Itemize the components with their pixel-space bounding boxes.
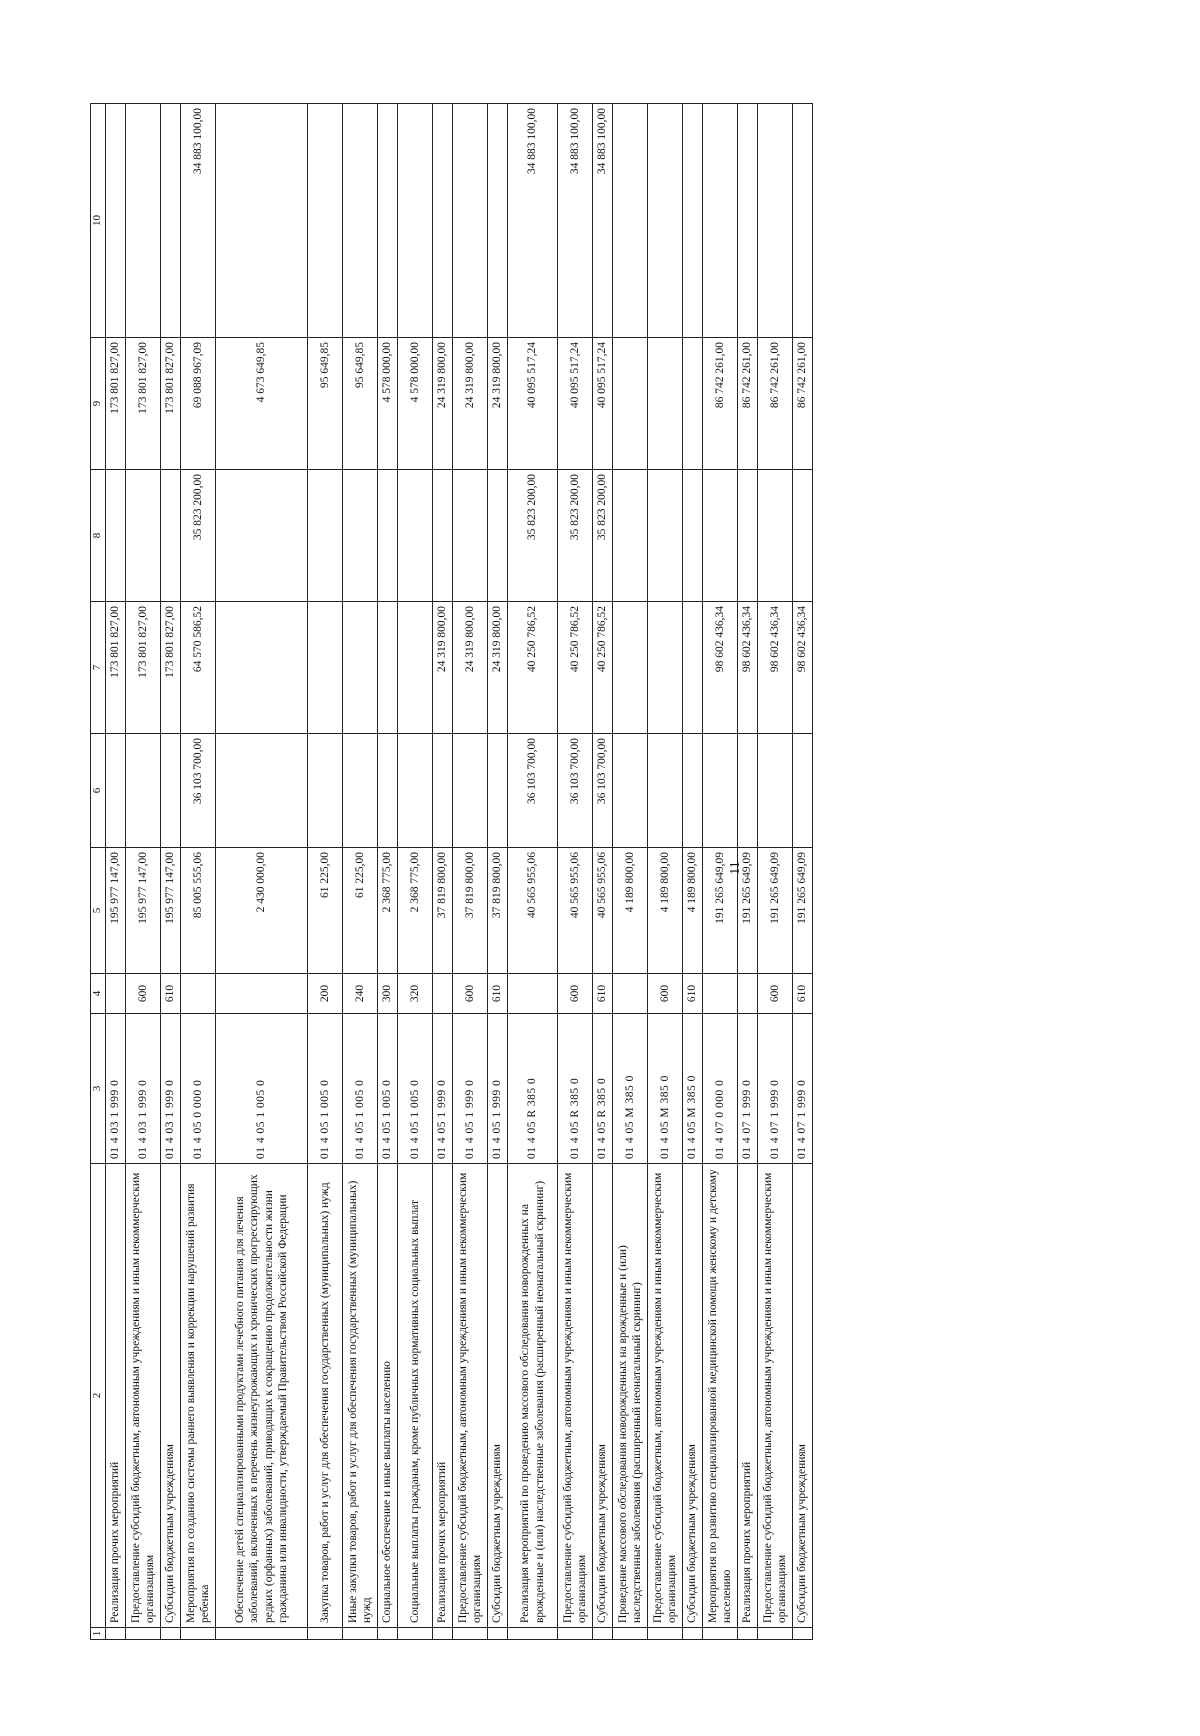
amount-col-8: 35 823 200,00	[508, 470, 558, 602]
table-row	[683, 104, 703, 1640]
description-cell: Реализация прочих мероприятий	[433, 1164, 453, 1628]
table-row	[703, 104, 738, 1640]
amount-col-8	[398, 470, 433, 602]
row-index-cell	[683, 1628, 703, 1640]
amount-col-7: 98 602 436,34	[758, 602, 793, 734]
amount-col-5: 61 225,00	[308, 848, 343, 974]
amount-col-8	[758, 470, 793, 602]
page-number: 11	[728, 861, 743, 875]
description-cell: Субсидии бюджетным учреждениям	[488, 1164, 508, 1628]
description-cell: Мероприятия по развитию специализированной медицинской помощи женскому и детскому населению	[703, 1164, 738, 1628]
column-number: 10	[91, 104, 106, 338]
amount-col-7: 98 602 436,34	[738, 602, 758, 734]
budget-code-cell: 01 4 05 1 005 0	[216, 1014, 308, 1164]
row-index-cell	[433, 1628, 453, 1640]
expense-type-cell	[613, 974, 648, 1014]
budget-code-cell: 01 4 05 1 005 0	[343, 1014, 378, 1164]
amount-col-5: 61 225,00	[343, 848, 378, 974]
amount-col-9	[683, 338, 703, 470]
amount-col-7: 98 602 436,34	[793, 602, 813, 734]
budget-code-cell: 01 4 05 R 385 0	[593, 1014, 613, 1164]
amount-col-7: 98 602 436,34	[703, 602, 738, 734]
amount-col-10: 34 883 100,00	[181, 104, 216, 338]
column-number: 8	[91, 470, 106, 602]
row-index-cell	[126, 1628, 161, 1640]
budget-code-cell: 01 4 07 0 000 0	[703, 1014, 738, 1164]
budget-code-cell: 01 4 05 R 385 0	[558, 1014, 593, 1164]
budget-code-cell: 01 4 03 1 999 0	[161, 1014, 181, 1164]
amount-col-5: 2 368 775,00	[378, 848, 398, 974]
amount-col-8: 35 823 200,00	[181, 470, 216, 602]
amount-col-5: 40 565 955,06	[508, 848, 558, 974]
row-index-cell	[703, 1628, 738, 1640]
table-row	[613, 104, 648, 1640]
row-index-cell	[793, 1628, 813, 1640]
description-cell: Субсидии бюджетным учреждениям	[161, 1164, 181, 1628]
expense-type-cell: 200	[308, 974, 343, 1014]
table-row	[758, 104, 793, 1640]
amount-col-9: 95 649,85	[343, 338, 378, 470]
budget-code-cell: 01 4 03 1 999 0	[126, 1014, 161, 1164]
description-cell: Предоставление субсидий бюджетным, автономным учреждениям и иным некоммерческим организациям	[758, 1164, 793, 1628]
amount-col-8	[648, 470, 683, 602]
amount-col-10	[488, 104, 508, 338]
table-row	[378, 104, 398, 1640]
amount-col-10	[216, 104, 308, 338]
row-index-cell	[558, 1628, 593, 1640]
amount-col-5: 191 265 649,09	[703, 848, 738, 974]
expense-type-cell: 610	[683, 974, 703, 1014]
row-index-cell	[613, 1628, 648, 1640]
amount-col-8	[343, 470, 378, 602]
amount-col-9: 24 319 800,00	[433, 338, 453, 470]
table-row	[106, 104, 126, 1640]
row-index-cell	[106, 1628, 126, 1640]
amount-col-6: 36 103 700,00	[181, 734, 216, 848]
budget-code-cell: 01 4 05 R 385 0	[508, 1014, 558, 1164]
description-cell: Социальное обеспечение и иные выплаты населению	[378, 1164, 398, 1628]
description-cell: Обеспечение детей специализированными продуктами лечебного питания для лечения заболеваний, включенных в перечень жизнеугрожающих и хронических прогрессирующих редких (орфанных) заболеваний, приводящих к сокращению продолжительности жизни гражданина или инвалидности, утверждаемый Правительством Российской Федерации	[216, 1164, 308, 1628]
amount-col-5: 4 189 800,00	[648, 848, 683, 974]
description-cell: Реализация прочих мероприятий	[738, 1164, 758, 1628]
amount-col-6	[106, 734, 126, 848]
amount-col-6	[343, 734, 378, 848]
expense-type-cell	[216, 974, 308, 1014]
amount-col-8	[126, 470, 161, 602]
table-row	[398, 104, 433, 1640]
budget-code-cell: 01 4 07 1 999 0	[738, 1014, 758, 1164]
description-cell: Проведение массового обследования новорожденных на врожденные и (или) наследственные заболевания (расширенный неонатальный скрининг)	[613, 1164, 648, 1628]
row-index-cell	[161, 1628, 181, 1640]
amount-col-9: 40 095 517,24	[558, 338, 593, 470]
amount-col-6	[648, 734, 683, 848]
amount-col-6	[126, 734, 161, 848]
column-number: 5	[91, 848, 106, 974]
description-cell: Субсидии бюджетным учреждениям	[593, 1164, 613, 1628]
amount-col-7: 24 319 800,00	[453, 602, 488, 734]
table-row	[793, 104, 813, 1640]
amount-col-10	[161, 104, 181, 338]
table-row	[181, 104, 216, 1640]
amount-col-10: 34 883 100,00	[558, 104, 593, 338]
amount-col-6	[453, 734, 488, 848]
amount-col-5: 4 189 800,00	[613, 848, 648, 974]
amount-col-7	[398, 602, 433, 734]
description-cell: Предоставление субсидий бюджетным, автономным учреждениям и иным некоммерческим организациям	[558, 1164, 593, 1628]
description-cell: Реализация прочих мероприятий	[106, 1164, 126, 1628]
row-index-cell	[758, 1628, 793, 1640]
amount-col-6	[758, 734, 793, 848]
amount-col-8	[378, 470, 398, 602]
table-body	[91, 104, 813, 1640]
amount-col-10	[758, 104, 793, 338]
amount-col-10	[453, 104, 488, 338]
amount-col-10	[343, 104, 378, 338]
amount-col-7	[683, 602, 703, 734]
budget-code-cell: 01 4 05 1 999 0	[488, 1014, 508, 1164]
budget-code-cell: 01 4 03 1 999 0	[106, 1014, 126, 1164]
amount-col-5: 37 819 800,00	[453, 848, 488, 974]
description-cell: Предоставление субсидий бюджетным, автономным учреждениям и иным некоммерческим организациям	[648, 1164, 683, 1628]
amount-col-9: 4 673 649,85	[216, 338, 308, 470]
table-row	[126, 104, 161, 1640]
amount-col-8	[793, 470, 813, 602]
expense-type-cell	[703, 974, 738, 1014]
amount-col-6	[433, 734, 453, 848]
table-row	[453, 104, 488, 1640]
description-cell: Закупка товаров, работ и услуг для обеспечения государственных (муниципальных) нужд	[308, 1164, 343, 1628]
row-index-cell	[216, 1628, 308, 1640]
expense-type-cell: 600	[558, 974, 593, 1014]
expense-type-cell: 600	[648, 974, 683, 1014]
amount-col-9: 86 742 261,00	[703, 338, 738, 470]
amount-col-7: 40 250 786,52	[558, 602, 593, 734]
amount-col-10: 34 883 100,00	[508, 104, 558, 338]
amount-col-5: 85 005 555,06	[181, 848, 216, 974]
expense-type-cell: 610	[593, 974, 613, 1014]
budget-code-cell: 01 4 07 1 999 0	[793, 1014, 813, 1164]
amount-col-5: 37 819 800,00	[488, 848, 508, 974]
amount-col-6	[683, 734, 703, 848]
amount-col-6	[308, 734, 343, 848]
amount-col-9: 40 095 517,24	[508, 338, 558, 470]
amount-col-7: 40 250 786,52	[593, 602, 613, 734]
table-row	[308, 104, 343, 1640]
amount-col-8	[738, 470, 758, 602]
amount-col-8	[161, 470, 181, 602]
description-cell: Мероприятия по созданию системы раннего выявления и коррекции нарушений развития ребенка	[181, 1164, 216, 1628]
table-row	[433, 104, 453, 1640]
description-cell: Иные закупки товаров, работ и услуг для обеспечения государственных (муниципальных) нужд	[343, 1164, 378, 1628]
table-row	[558, 104, 593, 1640]
amount-col-6	[378, 734, 398, 848]
expense-type-cell: 300	[378, 974, 398, 1014]
row-index-cell	[593, 1628, 613, 1640]
amount-col-9	[613, 338, 648, 470]
amount-col-5: 37 819 800,00	[433, 848, 453, 974]
amount-col-6	[703, 734, 738, 848]
amount-col-7: 24 319 800,00	[433, 602, 453, 734]
table-row	[648, 104, 683, 1640]
amount-col-7	[308, 602, 343, 734]
amount-col-9	[648, 338, 683, 470]
rotated-table-container	[90, 104, 1050, 1640]
budget-code-cell: 01 4 05 М 385 0	[613, 1014, 648, 1164]
expense-type-cell: 610	[488, 974, 508, 1014]
budget-code-cell: 01 4 05 М 385 0	[683, 1014, 703, 1164]
column-number: 4	[91, 974, 106, 1014]
column-number: 6	[91, 734, 106, 848]
amount-col-9: 40 095 517,24	[593, 338, 613, 470]
amount-col-8: 35 823 200,00	[558, 470, 593, 602]
budget-code-cell: 01 4 05 1 999 0	[433, 1014, 453, 1164]
amount-col-7: 173 801 827,00	[126, 602, 161, 734]
column-number: 2	[91, 1164, 106, 1628]
table-row	[488, 104, 508, 1640]
amount-col-10	[106, 104, 126, 338]
amount-col-8	[683, 470, 703, 602]
description-cell: Реализация мероприятий по проведению массового обследования новорожденных на врожденные и (или) наследственные заболевания (расширенный неонатальный скрининг)	[508, 1164, 558, 1628]
amount-col-8	[613, 470, 648, 602]
amount-col-10	[738, 104, 758, 338]
amount-col-9: 4 578 000,00	[398, 338, 433, 470]
description-cell: Субсидии бюджетным учреждениям	[793, 1164, 813, 1628]
column-number: 7	[91, 602, 106, 734]
table-row	[738, 104, 758, 1640]
row-index-cell	[508, 1628, 558, 1640]
amount-col-6	[613, 734, 648, 848]
expense-type-cell: 600	[453, 974, 488, 1014]
amount-col-10	[683, 104, 703, 338]
budget-code-cell: 01 4 05 0 000 0	[181, 1014, 216, 1164]
expense-type-cell	[181, 974, 216, 1014]
amount-col-10: 34 883 100,00	[593, 104, 613, 338]
amount-col-5: 2 430 000,00	[216, 848, 308, 974]
budget-code-cell: 01 4 05 1 005 0	[398, 1014, 433, 1164]
table-row	[593, 104, 613, 1640]
description-cell: Субсидии бюджетным учреждениям	[683, 1164, 703, 1628]
amount-col-9: 86 742 261,00	[758, 338, 793, 470]
column-number: 9	[91, 338, 106, 470]
amount-col-5: 4 189 800,00	[683, 848, 703, 974]
amount-col-8	[488, 470, 508, 602]
amount-col-5: 2 368 775,00	[398, 848, 433, 974]
amount-col-5: 191 265 649,09	[738, 848, 758, 974]
amount-col-6: 36 103 700,00	[593, 734, 613, 848]
row-index-cell	[453, 1628, 488, 1640]
amount-col-9: 86 742 261,00	[738, 338, 758, 470]
amount-col-9: 4 578 000,00	[378, 338, 398, 470]
table-row	[161, 104, 181, 1640]
amount-col-7	[378, 602, 398, 734]
row-index-cell	[648, 1628, 683, 1640]
column-number: 3	[91, 1014, 106, 1164]
amount-col-7	[216, 602, 308, 734]
expense-type-cell: 610	[793, 974, 813, 1014]
row-index-cell	[308, 1628, 343, 1640]
amount-col-10	[378, 104, 398, 338]
amount-col-9: 173 801 827,00	[106, 338, 126, 470]
amount-col-10	[613, 104, 648, 338]
column-number: 1	[91, 1628, 106, 1640]
row-index-cell	[738, 1628, 758, 1640]
amount-col-9: 24 319 800,00	[488, 338, 508, 470]
amount-col-5: 195 977 147,00	[161, 848, 181, 974]
amount-col-7: 173 801 827,00	[106, 602, 126, 734]
amount-col-10	[433, 104, 453, 338]
amount-col-6	[216, 734, 308, 848]
expense-type-cell: 600	[758, 974, 793, 1014]
amount-col-8: 35 823 200,00	[593, 470, 613, 602]
table-row	[343, 104, 378, 1640]
amount-col-10	[308, 104, 343, 338]
amount-col-5: 40 565 955,06	[558, 848, 593, 974]
amount-col-9: 24 319 800,00	[453, 338, 488, 470]
amount-col-5: 195 977 147,00	[126, 848, 161, 974]
amount-col-7: 64 570 586,52	[181, 602, 216, 734]
amount-col-5: 191 265 649,09	[793, 848, 813, 974]
amount-col-9: 173 801 827,00	[161, 338, 181, 470]
description-cell: Предоставление субсидий бюджетным, автономным учреждениям и иным некоммерческим организациям	[126, 1164, 161, 1628]
expense-type-cell	[508, 974, 558, 1014]
amount-col-6	[161, 734, 181, 848]
amount-col-8	[703, 470, 738, 602]
amount-col-6	[793, 734, 813, 848]
amount-col-7: 173 801 827,00	[161, 602, 181, 734]
amount-col-6: 36 103 700,00	[508, 734, 558, 848]
amount-col-10	[398, 104, 433, 338]
row-index-cell	[378, 1628, 398, 1640]
description-cell: Предоставление субсидий бюджетным, автономным учреждениям и иным некоммерческим организациям	[453, 1164, 488, 1628]
amount-col-9: 86 742 261,00	[793, 338, 813, 470]
amount-col-9: 95 649,85	[308, 338, 343, 470]
expense-type-cell: 240	[343, 974, 378, 1014]
row-index-cell	[398, 1628, 433, 1640]
amount-col-9: 173 801 827,00	[126, 338, 161, 470]
table-row	[216, 104, 308, 1640]
amount-col-7	[648, 602, 683, 734]
budget-code-cell: 01 4 05 1 005 0	[378, 1014, 398, 1164]
amount-col-5: 191 265 649,09	[758, 848, 793, 974]
table-row	[508, 104, 558, 1640]
row-index-cell	[181, 1628, 216, 1640]
description-cell: Социальные выплаты гражданам, кроме публичных нормативных социальных выплат	[398, 1164, 433, 1628]
amount-col-7: 40 250 786,52	[508, 602, 558, 734]
row-index-cell	[343, 1628, 378, 1640]
header-row	[91, 104, 106, 1640]
amount-col-8	[433, 470, 453, 602]
budget-code-cell: 01 4 05 1 005 0	[308, 1014, 343, 1164]
row-index-cell	[488, 1628, 508, 1640]
expense-type-cell: 610	[161, 974, 181, 1014]
budget-code-cell: 01 4 05 М 385 0	[648, 1014, 683, 1164]
amount-col-10	[648, 104, 683, 338]
amount-col-10	[793, 104, 813, 338]
amount-col-8	[453, 470, 488, 602]
budget-code-cell: 01 4 07 1 999 0	[758, 1014, 793, 1164]
amount-col-5: 195 977 147,00	[106, 848, 126, 974]
amount-col-6	[738, 734, 758, 848]
amount-col-8	[308, 470, 343, 602]
amount-col-9: 69 088 967,09	[181, 338, 216, 470]
amount-col-8	[216, 470, 308, 602]
amount-col-7: 24 319 800,00	[488, 602, 508, 734]
amount-col-10	[126, 104, 161, 338]
expense-type-cell: 600	[126, 974, 161, 1014]
amount-col-8	[106, 470, 126, 602]
amount-col-10	[703, 104, 738, 338]
amount-col-6	[398, 734, 433, 848]
amount-col-6	[488, 734, 508, 848]
amount-col-7	[613, 602, 648, 734]
expense-type-cell	[433, 974, 453, 1014]
amount-col-7	[343, 602, 378, 734]
budget-code-cell: 01 4 05 1 999 0	[453, 1014, 488, 1164]
expense-type-cell	[738, 974, 758, 1014]
budget-table	[90, 103, 813, 1640]
amount-col-6: 36 103 700,00	[558, 734, 593, 848]
amount-col-5: 40 565 955,06	[593, 848, 613, 974]
expense-type-cell	[106, 974, 126, 1014]
expense-type-cell: 320	[398, 974, 433, 1014]
